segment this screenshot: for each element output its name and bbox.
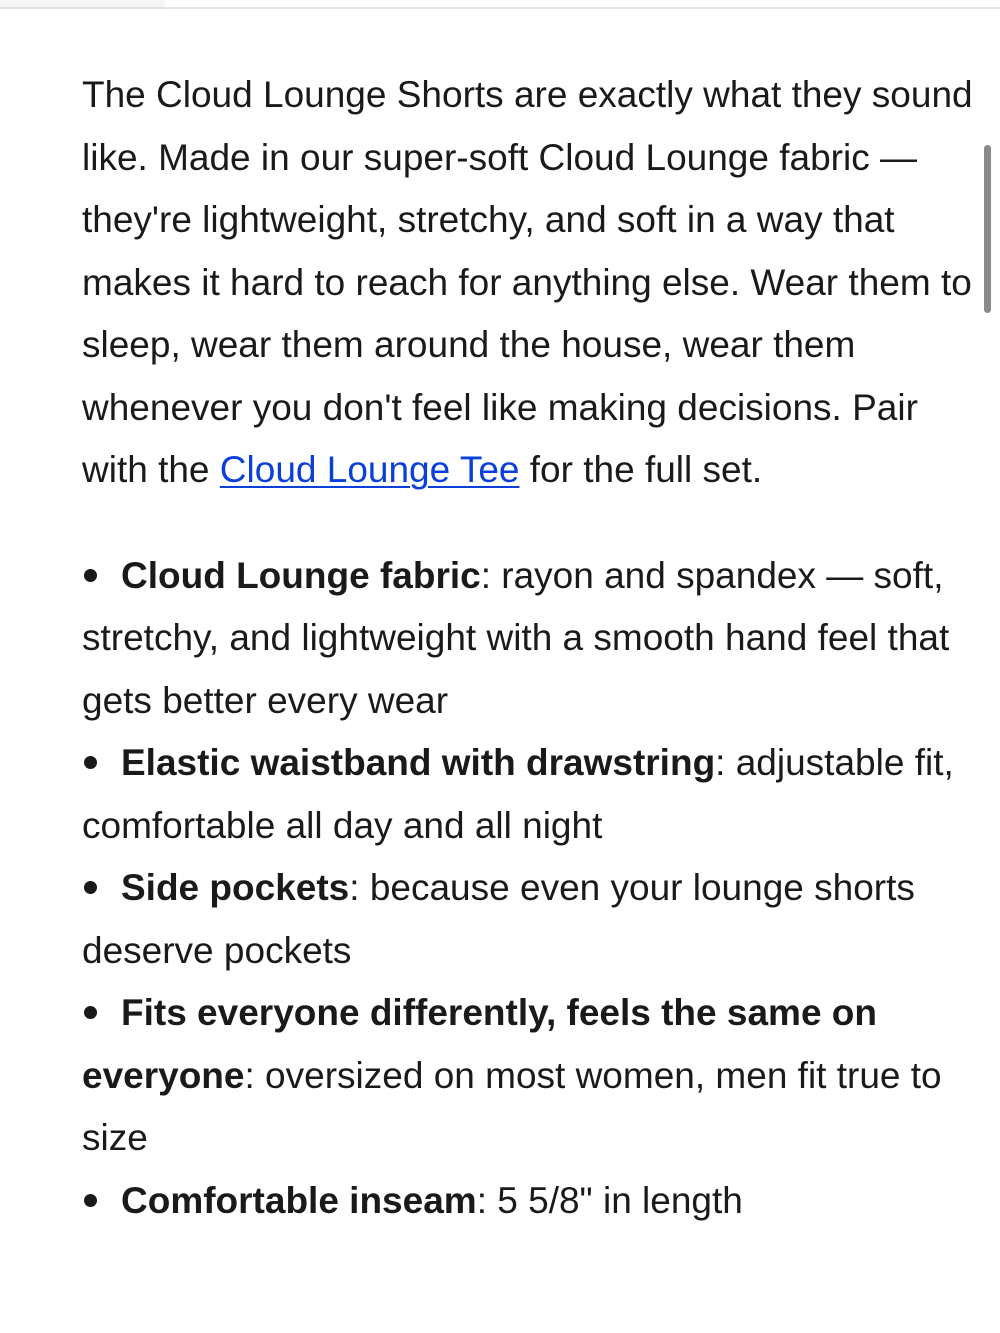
top-tab-edge bbox=[0, 0, 165, 9]
feature-list bbox=[82, 545, 974, 1233]
bullet-icon bbox=[84, 756, 97, 769]
list-item bbox=[82, 982, 974, 1170]
bullet-icon bbox=[84, 569, 97, 582]
list-item bbox=[82, 1170, 974, 1233]
feature-text: : 5 5/8" in length bbox=[476, 1179, 743, 1221]
feature-text: : oversized on most women, men fit true to size bbox=[82, 1054, 942, 1158]
description-text-end: for the full set. bbox=[519, 449, 763, 490]
scrollbar-thumb[interactable] bbox=[984, 145, 991, 313]
list-item bbox=[82, 545, 974, 733]
feature-text: : because even your lounge shorts deserve pockets bbox=[82, 867, 915, 971]
feature-title: Elastic waistband with drawstring bbox=[121, 742, 716, 783]
feature-title: Cloud Lounge fabric bbox=[121, 554, 481, 596]
list-item bbox=[82, 857, 974, 982]
list-item bbox=[82, 732, 974, 857]
feature-text: : adjustable fit, comfortable all day and all night bbox=[82, 742, 954, 846]
feature-text: : rayon and spandex — soft, stretchy, and lightweight with a smooth hand feel that gets better every wear bbox=[82, 554, 950, 721]
cloud-lounge-tee-link[interactable]: Cloud Lounge Tee bbox=[219, 449, 520, 490]
bullet-icon bbox=[84, 1194, 97, 1207]
feature-title: Fits everyone differently, feels the same on everyone bbox=[82, 992, 878, 1096]
feature-title: Side pockets bbox=[121, 867, 350, 908]
feature-title: Comfortable inseam bbox=[121, 1179, 477, 1221]
description-paragraph bbox=[82, 64, 974, 502]
description-text: The Cloud Lounge Shorts are exactly what they sound like. Made in our super-soft Cloud Lounge fabric — they're lightweight, stretchy, and soft in a way that makes it hard to reach for anything else. Wear them to sleep, wear them around the house, wear them whenever you don't feel like making decisions. Pair with the bbox=[82, 74, 973, 490]
bullet-icon bbox=[84, 1006, 97, 1019]
bullet-icon bbox=[84, 881, 97, 894]
product-description bbox=[82, 64, 974, 1232]
